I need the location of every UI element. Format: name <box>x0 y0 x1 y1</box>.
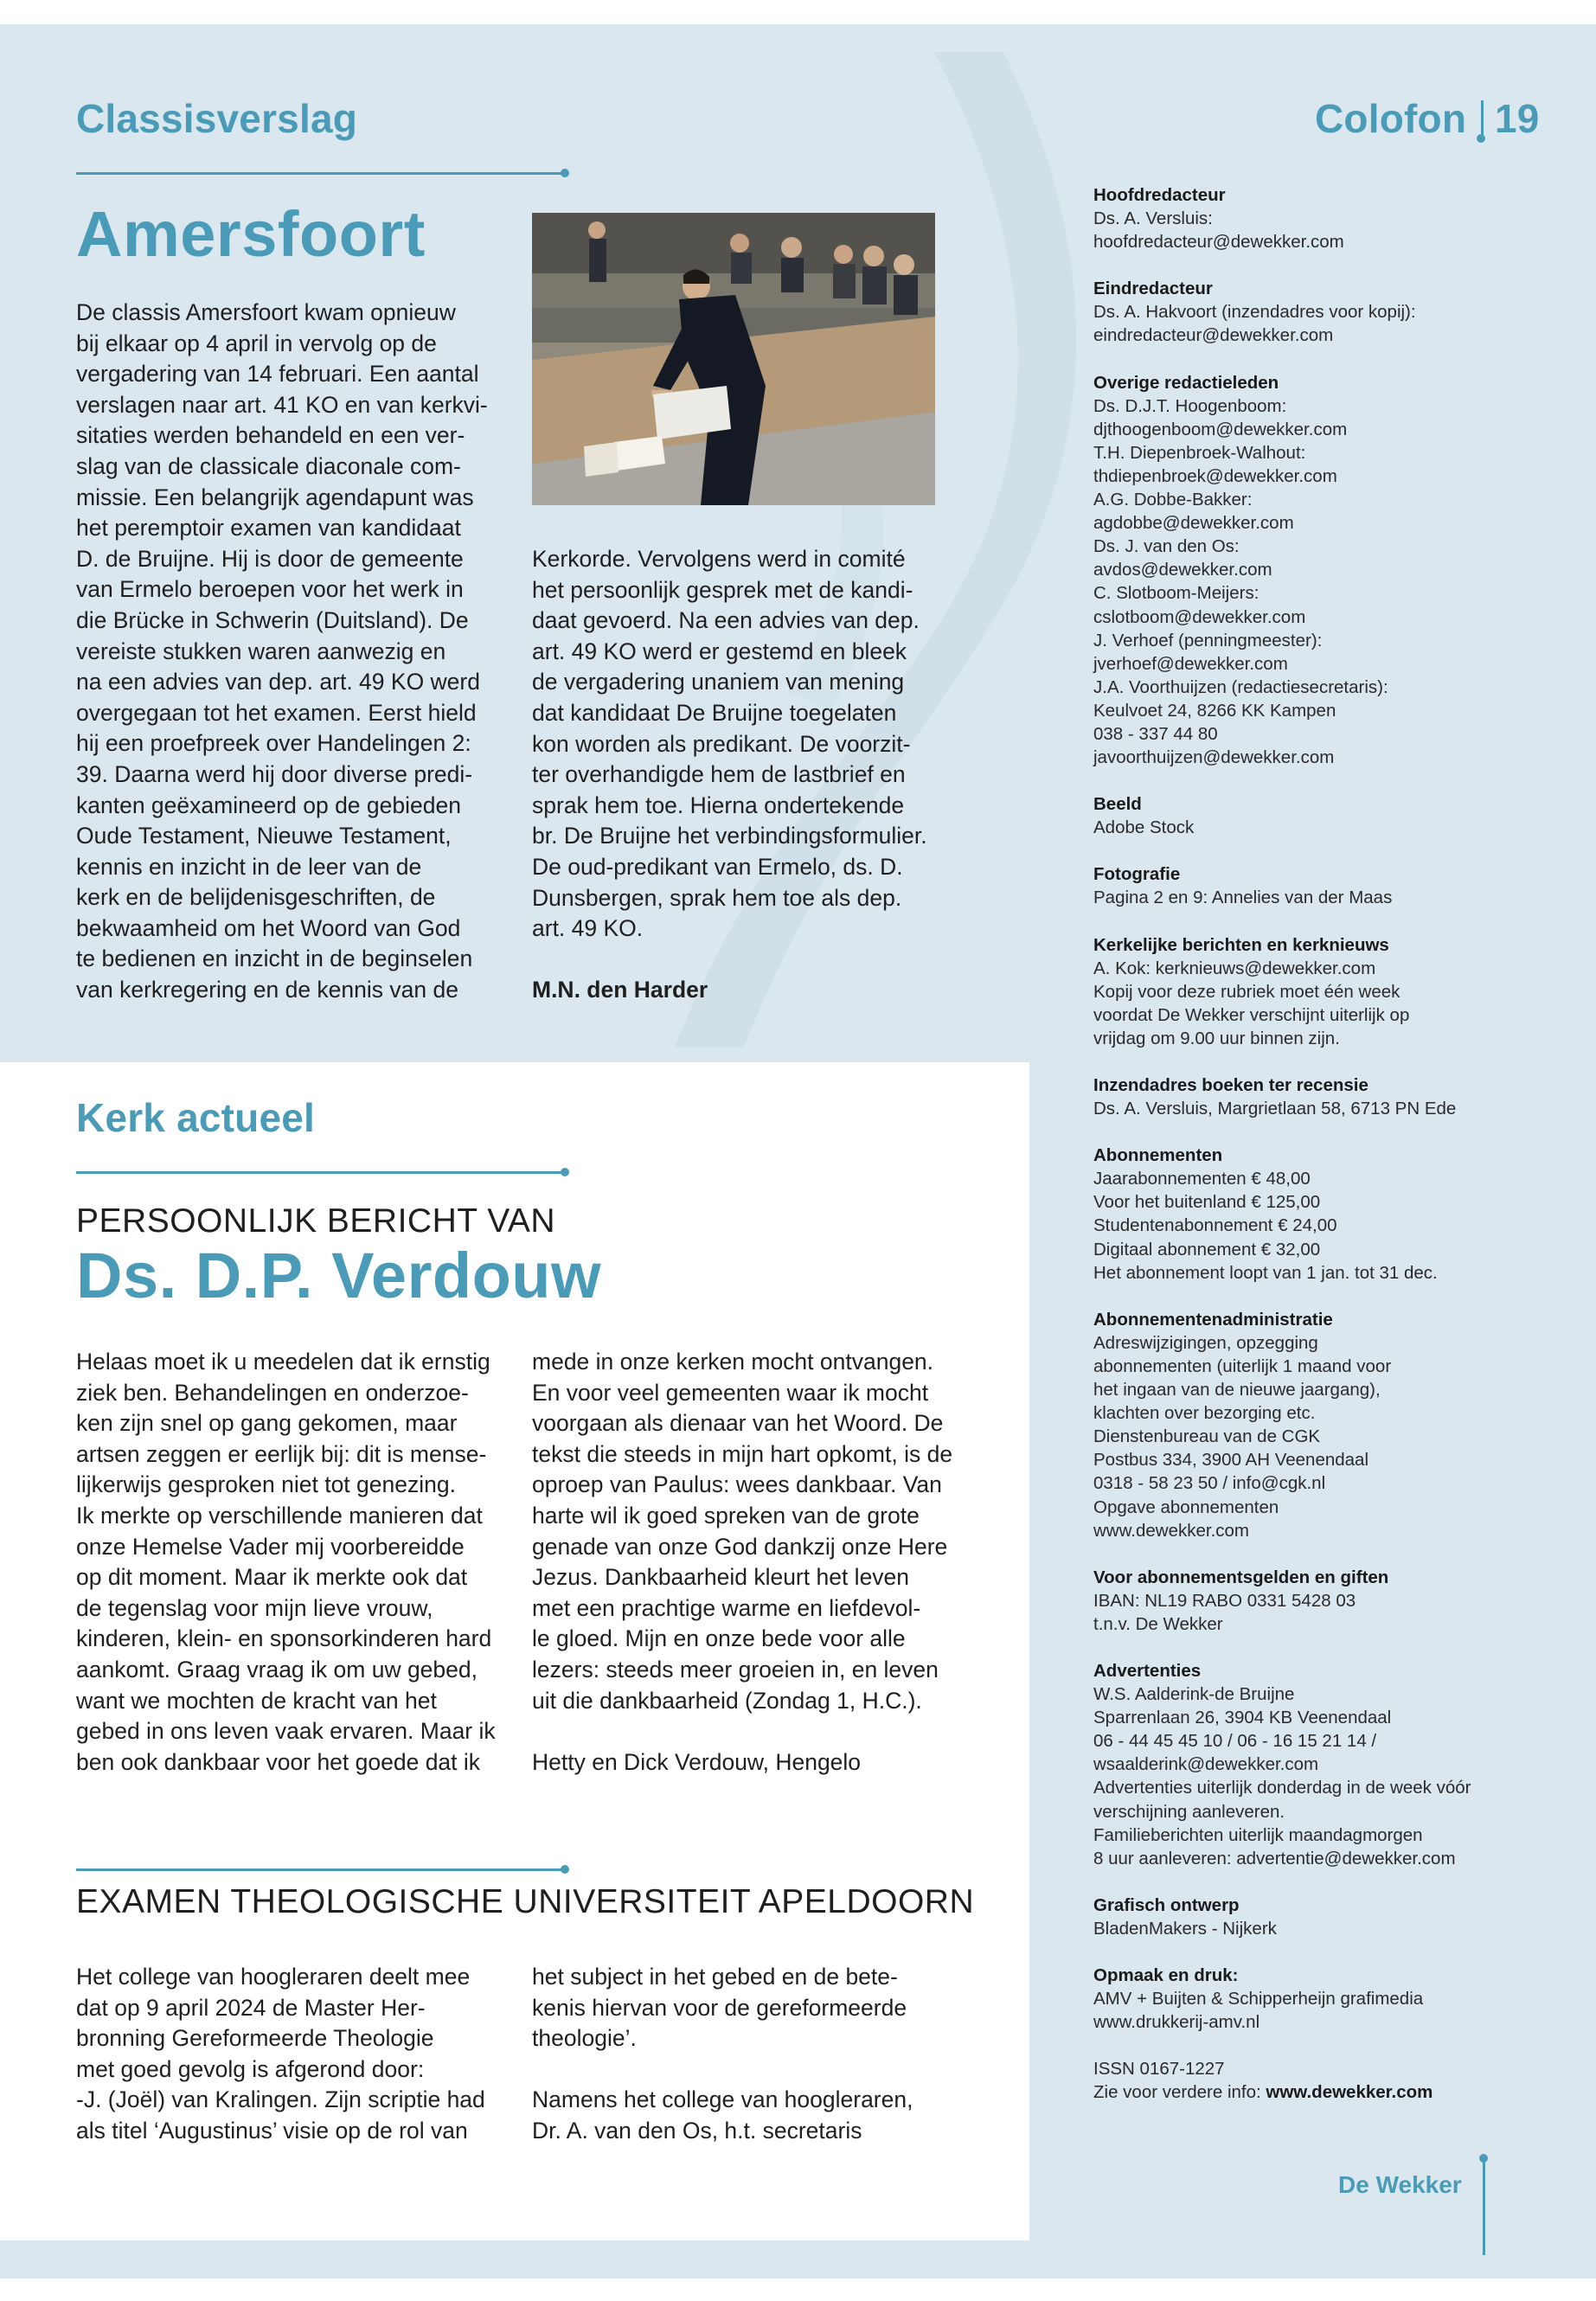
examen-rule-dot <box>561 1865 569 1874</box>
text-line: Ik merkte op verschillende manieren dat <box>76 1502 483 1529</box>
colofon-line: wsaalderink@dewekker.com <box>1093 1754 1319 1775</box>
text-line: br. De Bruijne het verbindingsformulier. <box>532 823 927 849</box>
text-line: slag van de classicale diaconale com- <box>76 452 461 479</box>
colofon-label: Advertenties <box>1093 1660 1202 1681</box>
text-line: -J. (Joël) van Kralingen. Zijn scriptie had <box>76 2086 485 2113</box>
colofon-line: Ds. A. Hakvoort (inzendadres voor kopij): <box>1093 302 1416 323</box>
text-line: mede in onze kerken mocht ontvangen. <box>532 1349 934 1375</box>
colofon-line: W.S. Aalderink-de Bruijne <box>1093 1684 1295 1705</box>
colofon-line: C. Slotboom-Meijers: <box>1093 583 1259 604</box>
text-line: le gloed. Mijn en onze bede voor alle <box>532 1625 906 1652</box>
text-line: lezers: steeds meer groeien in, en leven <box>532 1656 939 1682</box>
examen-rule <box>76 1868 565 1871</box>
bericht-column-2 <box>532 1347 965 1778</box>
colofon-label: Abonnementenadministratie <box>1093 1309 1333 1330</box>
photo-signing-ceremony <box>532 213 935 505</box>
text-line: Het college van hoogleraren deelt mee <box>76 1964 471 1990</box>
colofon-line: A. Kok: kerknieuws@dewekker.com <box>1093 958 1376 978</box>
page-number-divider <box>1481 100 1484 137</box>
text-line: oproep van Paulus: wees dankbaar. Van <box>532 1471 942 1498</box>
colofon-line: Jaarabonnementen € 48,00 <box>1093 1169 1311 1189</box>
text-line: bronning Gereformeerde Theologie <box>76 2025 434 2052</box>
text-line: En voor veel gemeenten waar ik mocht <box>532 1379 929 1406</box>
text-line: gebed in ons leven vaak ervaren. Maar ik <box>76 1718 496 1745</box>
text-line: Oude Testament, Nieuwe Testament, <box>76 823 452 849</box>
footer-divider-dot <box>1479 2154 1488 2163</box>
colofon-line: hoofdredacteur@dewekker.com <box>1093 232 1344 253</box>
colofon-line: T.H. Diepenbroek-Walhout: <box>1093 442 1306 463</box>
colofon-label: Abonnementen <box>1093 1145 1223 1166</box>
section-title-colofon: Colofon <box>1315 96 1467 141</box>
colofon-line: Ds. J. van den Os: <box>1093 536 1240 557</box>
colofon-line: BladenMakers - Nijkerk <box>1093 1918 1277 1939</box>
text-line: op dit moment. Maar ik merkte ook dat <box>76 1564 468 1591</box>
page-number: 19 <box>1495 96 1540 141</box>
examen-signature-line-2: Dr. A. van den Os, h.t. secretaris <box>532 2117 862 2144</box>
colofon-line: Ds. A. Versluis, Margrietlaan 58, 6713 PN Ede <box>1093 1099 1457 1119</box>
text-line: 39. Daarna werd hij door diverse predi- <box>76 760 473 787</box>
colofon-line: www.dewekker.com <box>1093 1520 1250 1541</box>
text-line: ben ook dankbaar voor het goede dat ik <box>76 1748 481 1775</box>
text-line: artsen zeggen er eerlijk bij: dit is mense- <box>76 1440 487 1467</box>
colofon-line: agdobbe@dewekker.com <box>1093 513 1294 534</box>
text-line: kerk en de belijdenisgeschriften, de <box>76 884 436 911</box>
text-line: dat kandidaat De Bruijne toegelaten <box>532 699 897 726</box>
colofon-label: Hoofdredacteur <box>1093 185 1226 205</box>
colofon-block <box>1093 1566 1578 1636</box>
colofon-line: J. Verhoef (penningmeester): <box>1093 630 1323 651</box>
text-line: theologie’. <box>532 2025 637 2052</box>
colofon-label: Overige redactieleden <box>1093 372 1279 393</box>
colofon-label: Inzendadres boeken ter recensie <box>1093 1075 1368 1095</box>
text-line: van kerkregering en de kennis van de <box>76 977 458 1003</box>
colofon-line: vrijdag om 9.00 uur binnen zijn. <box>1093 1028 1340 1048</box>
text-line: harte wil ik goed spreken van de grote <box>532 1502 920 1529</box>
colofon-block <box>1093 1074 1578 1120</box>
classis-rule <box>76 172 565 175</box>
classis-rule-dot <box>561 169 569 177</box>
text-line: missie. Een belangrijk agendapunt was <box>76 484 474 510</box>
colofon-line: eindredacteur@dewekker.com <box>1093 325 1334 346</box>
colofon-block <box>1093 1894 1578 1940</box>
text-line: het peremptoir examen van kandidaat <box>76 515 461 542</box>
section-title-kerk-actueel: Kerk actueel <box>76 1095 315 1140</box>
text-line: kennis en inzicht in de leer van de <box>76 853 422 880</box>
text-line: Kerkorde. Vervolgens werd in comité <box>532 546 906 572</box>
colofon-line: het ingaan van de nieuwe jaargang), <box>1093 1380 1381 1400</box>
text-line: genade van onze God dankzij onze Here <box>532 1533 948 1560</box>
colofon-line: AMV + Buijten & Schipperheijn grafimedia <box>1093 1989 1424 2009</box>
text-line: kenis hiervan voor de gereformeerde <box>532 1994 907 2021</box>
section-title-classisverslag: Classisverslag <box>76 96 358 141</box>
bericht-title: Ds. D.P. Verdouw <box>76 1240 602 1311</box>
text-line: uit die dankbaarheid (Zondag 1, H.C.). <box>532 1687 922 1714</box>
colofon-line: jverhoef@dewekker.com <box>1093 653 1288 674</box>
colofon-line: t.n.v. De Wekker <box>1093 1613 1223 1634</box>
colofon-block <box>1093 933 1578 1050</box>
text-line: sitaties werden behandeld en een ver- <box>76 422 465 449</box>
colofon-line: verschijning aanleveren. <box>1093 1801 1285 1822</box>
more-info-prefix: Zie voor verdere info: <box>1093 2082 1266 2103</box>
bericht-signature: Hetty en Dick Verdouw, Hengelo <box>532 1748 862 1775</box>
text-line: overgegaan tot het examen. Eerst hield <box>76 699 477 726</box>
examen-column-1 <box>76 1962 509 2147</box>
text-line: het persoonlijk gesprek met de kandi- <box>532 576 913 603</box>
colofon-line: Ds. A. Versluis: <box>1093 208 1213 229</box>
examen-title: EXAMEN THEOLOGISCHE UNIVERSITEIT APELDOORN <box>76 1883 975 1920</box>
text-line: De oud-predikant van Ermelo, ds. D. <box>532 853 903 880</box>
article-author: M.N. den Harder <box>532 977 708 1003</box>
colofon-block <box>1093 371 1578 770</box>
colofon-line: klachten over bezorging etc. <box>1093 1403 1316 1424</box>
colofon-line: cslotboom@dewekker.com <box>1093 606 1306 627</box>
text-line: bij elkaar op 4 april in vervolg op de <box>76 330 437 356</box>
text-line: vergadering van 14 februari. Een aantal <box>76 361 479 388</box>
colofon-block <box>1093 1308 1578 1542</box>
text-line: voorgaan als dienaar van het Woord. De <box>532 1410 944 1437</box>
colofon-line: www.drukkerij-amv.nl <box>1093 2012 1260 2033</box>
bottom-band <box>0 2240 1596 2279</box>
colofon-line: Advertenties uiterlijk donderdag in de week vóór <box>1093 1778 1471 1798</box>
colofon-block <box>1093 183 1578 253</box>
colofon-block <box>1093 1659 1578 1870</box>
text-line: Helaas moet ik u meedelen dat ik ernstig <box>76 1349 490 1375</box>
website-link[interactable]: www.dewekker.com <box>1266 2082 1433 2103</box>
text-line: art. 49 KO. <box>532 915 644 942</box>
colofon-line: Pagina 2 en 9: Annelies van der Maas <box>1093 888 1393 908</box>
bericht-column-1 <box>76 1347 509 1778</box>
text-line: art. 49 KO werd er gestemd en bleek <box>532 638 907 664</box>
colofon-line: Het abonnement loopt van 1 jan. tot 31 dec. <box>1093 1262 1438 1283</box>
colofon-block <box>1093 862 1578 909</box>
kerk-actueel-rule-dot <box>561 1168 569 1176</box>
colofon-line: 8 uur aanleveren: advertentie@dewekker.com <box>1093 1848 1456 1868</box>
text-line: met goed gevolg is afgerond door: <box>76 2055 425 2082</box>
colofon-label: Kerkelijke berichten en kerknieuws <box>1093 934 1389 955</box>
text-line: aankomt. Graag vraag ik om uw gebed, <box>76 1656 478 1682</box>
colofon-line: Dienstenbureau van de CGK <box>1093 1426 1321 1447</box>
colofon-label: Grafisch ontwerp <box>1093 1894 1240 1915</box>
text-line: die Brücke in Schwerin (Duitsland). De <box>76 606 469 633</box>
text-line: Jezus. Dankbaarheid kleurt het leven <box>532 1564 910 1591</box>
colofon-block <box>1093 792 1578 839</box>
text-line: verslagen naar art. 41 KO en van kerkvi- <box>76 391 488 418</box>
bericht-subtitle: PERSOONLIJK BERICHT VAN <box>76 1202 556 1240</box>
text-line: ken zijn snel op gang gekomen, maar <box>76 1410 458 1437</box>
text-line: ter overhandigde hem de lastbrief en <box>532 761 906 788</box>
text-line: van Ermelo beroepen voor het werk in <box>76 576 464 603</box>
text-line: want we mochten de kracht van het <box>76 1687 437 1714</box>
text-line: D. de Bruijne. Hij is door de gemeente <box>76 545 464 572</box>
colofon-line: voordat De Wekker verschijnt uiterlijk op <box>1093 1004 1410 1025</box>
text-line: onze Hemelse Vader mij voorbereidde <box>76 1533 465 1560</box>
text-line: de vergadering unaniem van mening <box>532 669 905 695</box>
colofon-list <box>1093 183 1578 2104</box>
text-line: de tegenslag voor mijn lieve vrouw, <box>76 1594 433 1621</box>
page-number-divider-dot <box>1477 134 1485 143</box>
text-line: Dunsbergen, sprak hem toe als dep. <box>532 884 902 911</box>
text-line: bekwaamheid om het Woord van God <box>76 914 461 941</box>
colofon-line: IBAN: NL19 RABO 0331 5428 03 <box>1093 1590 1356 1611</box>
colofon-label: Opmaak en druk: <box>1093 1965 1239 1985</box>
colofon-line: thdiepenbroek@dewekker.com <box>1093 465 1337 486</box>
text-line: kanten geëxamineerd op de gebieden <box>76 792 461 818</box>
colofon-line: avdos@dewekker.com <box>1093 560 1272 580</box>
colofon-label: Beeld <box>1093 794 1142 815</box>
colofon-line: Keulvoet 24, 8266 KK Kampen <box>1093 700 1336 721</box>
colofon-line: Voor het buitenland € 125,00 <box>1093 1192 1321 1213</box>
colofon-label: Eindredacteur <box>1093 279 1213 299</box>
text-line: lijkerwijs gesproken niet tot genezing. <box>76 1471 456 1498</box>
classis-column-2 <box>532 544 947 1006</box>
colofon-line: Postbus 334, 3900 AH Veenendaal <box>1093 1450 1369 1471</box>
examen-signature-line-1: Namens het college van hoogleraren, <box>532 2086 913 2113</box>
colofon-line: javoorthuijzen@dewekker.com <box>1093 747 1335 768</box>
colofon-line: Adobe Stock <box>1093 817 1195 838</box>
text-line: kinderen, klein- en sponsorkinderen hard <box>76 1625 492 1652</box>
text-line: De classis Amersfoort kwam opnieuw <box>76 299 456 325</box>
footer-brand: De Wekker <box>1338 2171 1462 2198</box>
colofon-line: 0318 - 58 23 50 / info@cgk.nl <box>1093 1473 1326 1494</box>
text-line: het subject in het gebed en de bete- <box>532 1964 898 1990</box>
colofon-block <box>1093 1964 1578 2034</box>
examen-column-2 <box>532 1962 965 2147</box>
colofon-line: 038 - 337 44 80 <box>1093 723 1218 744</box>
colofon-label: Fotografie <box>1093 864 1181 885</box>
colofon-block <box>1093 1144 1578 1285</box>
text-line: daat gevoerd. Na een advies van dep. <box>532 607 920 634</box>
text-line: te bedienen en inzicht in de beginselen <box>76 945 473 972</box>
text-line: kon worden als predikant. De voorzit- <box>532 730 911 757</box>
colofon-line: J.A. Voorthuijzen (redactiesecretaris): <box>1093 676 1388 697</box>
colofon-line: A.G. Dobbe-Bakker: <box>1093 490 1253 510</box>
colofon-line: djthoogenboom@dewekker.com <box>1093 419 1348 439</box>
colofon-line: Kopij voor deze rubriek moet één week <box>1093 981 1401 1002</box>
colofon-line: Familieberichten uiterlijk maandagmorgen <box>1093 1824 1423 1845</box>
article-title-amersfoort: Amersfoort <box>76 198 426 270</box>
colofon-line: Opgave abonnementen <box>1093 1497 1279 1517</box>
classis-column-1 <box>76 298 509 1006</box>
colofon-line: 06 - 44 45 45 10 / 06 - 16 15 21 14 / <box>1093 1731 1377 1752</box>
text-line: als titel ‘Augustinus’ visie op de rol van <box>76 2117 468 2144</box>
text-line: met een prachtige warme en liefdevol- <box>532 1594 921 1621</box>
colofon-line: abonnementen (uiterlijk 1 maand voor <box>1093 1356 1392 1376</box>
text-line: na een advies van dep. art. 49 KO werd <box>76 669 480 695</box>
text-line: ziek ben. Behandelingen en onderzoe- <box>76 1379 469 1406</box>
colofon-line: Ds. D.J.T. Hoogenboom: <box>1093 395 1287 416</box>
colofon-label: Voor abonnementsgelden en giften <box>1093 1567 1389 1587</box>
text-line: sprak hem toe. Hierna ondertekende <box>532 792 905 818</box>
text-line: hij een proefpreek over Handelingen 2: <box>76 730 471 757</box>
colofon-line: Studentenabonnement € 24,00 <box>1093 1215 1337 1236</box>
issn: ISSN 0167-1227 <box>1093 2059 1225 2080</box>
colofon-line: Sparrenlaan 26, 3904 KB Veenendaal <box>1093 1708 1392 1728</box>
text-line: tekst die steeds in mijn hart opkomt, is de <box>532 1440 953 1467</box>
more-info <box>1093 2080 1578 2104</box>
text-line: dat op 9 april 2024 de Master Her- <box>76 1994 426 2021</box>
text-line: vereiste stukken waren aanwezig en <box>76 638 446 664</box>
kerk-actueel-rule <box>76 1171 565 1174</box>
colofon-line: Adreswijzigingen, opzegging <box>1093 1332 1318 1353</box>
colofon-block <box>1093 277 1578 347</box>
colofon-line: Digitaal abonnement € 32,00 <box>1093 1239 1321 1259</box>
footer-divider <box>1483 2158 1485 2255</box>
